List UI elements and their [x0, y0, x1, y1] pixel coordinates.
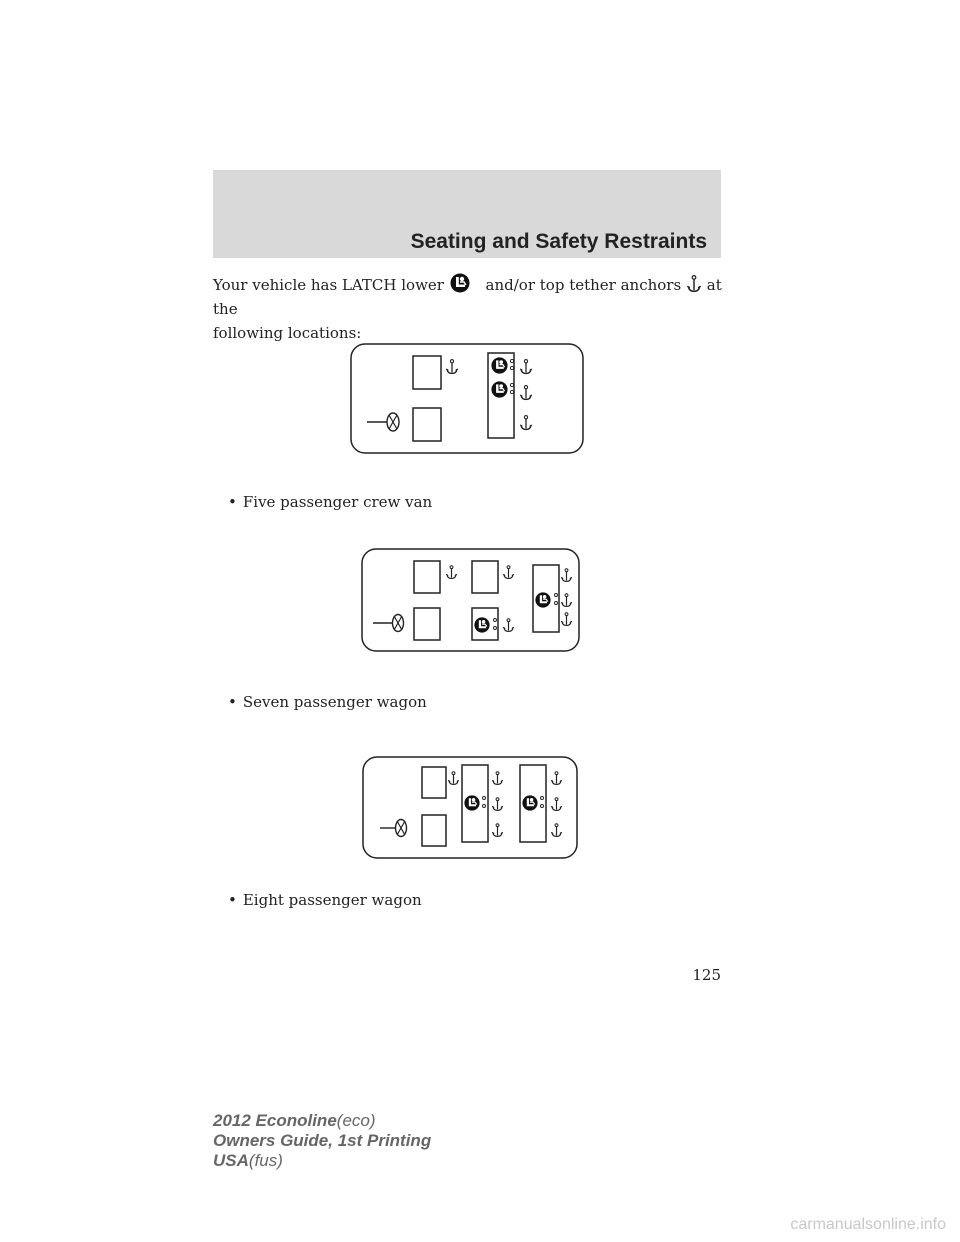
config-item-seven-passenger: • Seven passenger wagon [228, 693, 427, 711]
tether-anchor-icon [503, 566, 514, 579]
child-seat-lower-anchor-icon [474, 617, 489, 632]
steering-wheel-icon [396, 820, 407, 837]
tether-anchor-icon [561, 613, 572, 626]
tether-anchor-icon [686, 274, 702, 294]
tether-anchor-icon [446, 566, 457, 579]
front-passenger-seat [413, 356, 441, 389]
tether-anchor-icon [520, 416, 532, 430]
config-label: Seven passenger wagon [242, 693, 427, 711]
child-seat-lower-anchor-icon [535, 592, 550, 607]
intro-text-line2: following locations: [213, 324, 362, 342]
driver-seat [414, 608, 440, 640]
tether-anchor-icon [551, 772, 562, 785]
config-label: Eight passenger wagon [242, 891, 422, 909]
section-header-band [213, 170, 721, 258]
footer-model: 2012 Econoline [213, 1111, 337, 1130]
child-seat-lower-anchor-icon [522, 795, 537, 810]
config-label: Five passenger crew van [242, 493, 433, 511]
child-seat-lower-anchor-icon [449, 272, 471, 294]
driver-seat [413, 408, 441, 441]
tether-anchor-icon [561, 594, 572, 607]
vehicle-outline [351, 344, 583, 453]
tether-anchor-icon [551, 824, 562, 837]
intro-text-part2: and/or top tether anchors [485, 276, 682, 294]
front-passenger-seat [414, 561, 440, 593]
child-seat-lower-anchor-icon [464, 795, 479, 810]
tether-anchor-icon [520, 360, 532, 374]
tether-anchor-icon [520, 386, 532, 400]
watermark: carmanualsonline.info [790, 1216, 946, 1233]
second-row-seat [472, 561, 498, 593]
tether-anchor-icon [503, 619, 514, 632]
intro-text-part3: at the [213, 276, 722, 318]
tether-anchor-icon [446, 360, 458, 374]
document-footer [213, 1111, 431, 1171]
tether-anchor-icon [492, 824, 503, 837]
footer-guide: Owners Guide, 1st Printing [213, 1131, 432, 1150]
five-passenger-diagram [350, 343, 584, 454]
footer-region: USA [213, 1151, 249, 1170]
intro-paragraph [213, 272, 723, 345]
seven-passenger-diagram [361, 548, 580, 652]
footer-region-code: (fus) [248, 1151, 283, 1170]
tether-anchor-icon [448, 772, 459, 785]
steering-wheel-icon [393, 615, 404, 632]
page-number: 125 [692, 966, 721, 984]
config-item-five-passenger: • Five passenger crew van [228, 493, 433, 511]
section-title: Seating and Safety Restraints [410, 230, 707, 253]
tether-anchor-icon [492, 772, 503, 785]
driver-seat [422, 815, 446, 846]
intro-text-part1: Your vehicle has LATCH lower [213, 276, 444, 294]
footer-model-code: (eco) [336, 1111, 376, 1130]
child-seat-lower-anchor-icon [491, 381, 507, 397]
eight-passenger-diagram [362, 756, 578, 859]
tether-anchor-icon [561, 569, 572, 582]
steering-wheel-icon [387, 413, 399, 431]
child-seat-lower-anchor-icon [491, 357, 507, 373]
tether-anchor-icon [551, 798, 562, 811]
config-item-eight-passenger: • Eight passenger wagon [228, 891, 422, 909]
front-passenger-seat [422, 767, 446, 798]
tether-anchor-icon [492, 798, 503, 811]
